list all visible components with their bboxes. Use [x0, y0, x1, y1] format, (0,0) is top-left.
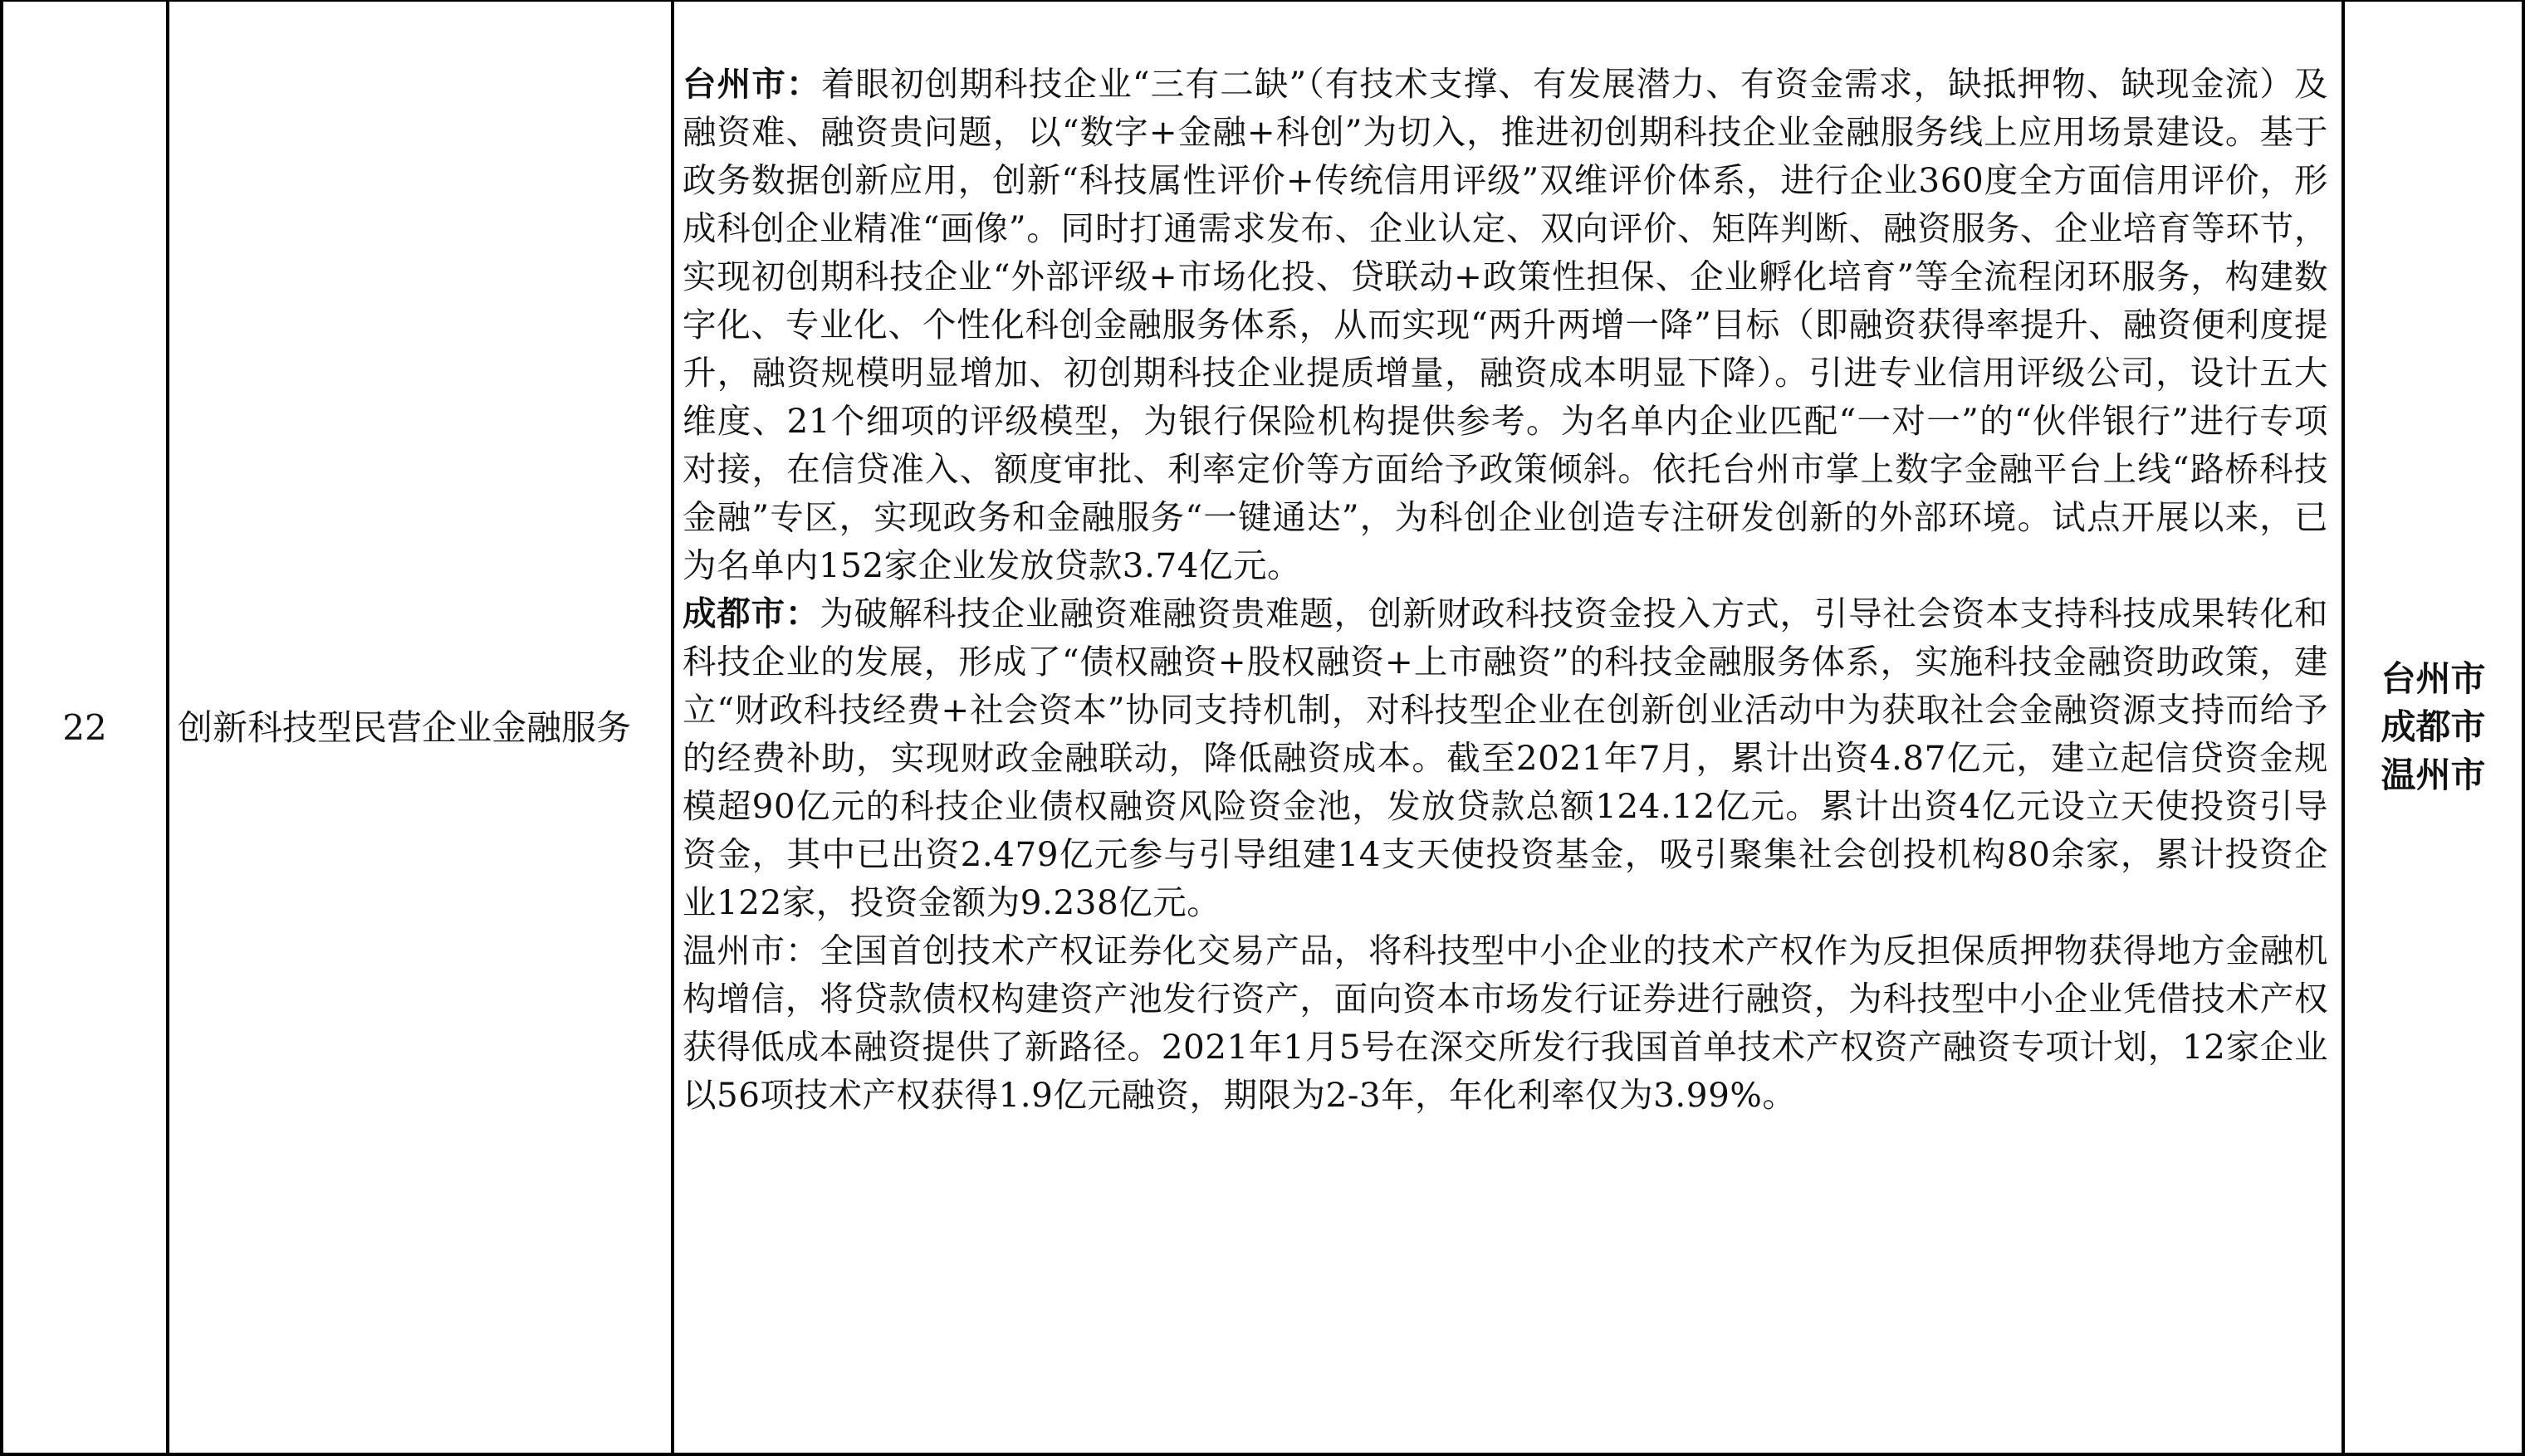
pilot-city: 温州市: [2381, 755, 2486, 795]
pilot-cities-cell: [2345, 2, 2522, 1453]
entry-city-label: 成都市：: [683, 594, 820, 633]
item-name-cell: [169, 2, 671, 1453]
pilot-city: 成都市: [2381, 706, 2486, 747]
entry-city-label: 台州市：: [683, 64, 821, 104]
description-cell: [674, 2, 2341, 1453]
entry-wenzhou: [683, 926, 2328, 1119]
entry-taizhou: [683, 60, 2328, 589]
entry-city-label: 温州市：: [683, 931, 820, 970]
row-number-cell: [3, 2, 166, 1453]
entry-text: 全国首创技术产权证券化交易产品，将科技型中小企业的技术产权作为反担保质押物获得地方金融机构增信，将贷款债权构建资产池发行资产，面向资本市场发行证券进行融资，为科技型中小企业凭借技术产权获得低成本融资提供了新路径。2021年1月5号在深交所发行我国首单技术产权资产融资专项计划，12家企业以56项技术产权获得1.9亿元融资，期限为2-3年，年化利率仅为3.99%。: [683, 931, 2329, 1115]
entry-chengdu: [683, 589, 2328, 926]
entry-text: 着眼初创期科技企业“三有二缺”（有技术支撑、有发展潜力、有资金需求，缺抵押物、缺现金流）及融资难、融资贵问题，以“数字+金融+科创”为切入，推进初创期科技企业金融服务线上应用场景建设。基于政务数据创新应用，创新“科技属性评价+传统信用评级”双维评价体系，进行企业360度全方面信用评价，形成科创企业精准“画像”。同时打通需求发布、企业认定、双向评价、矩阵判断、融资服务、企业培育等环节，实现初创期科技企业“外部评级+市场化投、贷联动+政策性担保、企业孵化培育”等全流程闭环服务，构建数字化、专业化、个性化科创金融服务体系，从而实现“两升两增一降”目标（即融资获得率提升、融资便利度提升，融资规模明显增加、初创期科技企业提质增量，融资成本明显下降）。引进专业信用评级公司，设计五大维度、21个细项的评级模型，为银行保险机构提供参考。为名单内企业匹配“一对一”的“伙伴银行”进行专项对接，在信贷准入、额度审批、利率定价等方面给予政策倾斜。依托台州市掌上数字金融平台上线“路桥科技金融”专区，实现政务和金融服务“一键通达”，为科创企业创造专注研发创新的外部环境。试点开展以来，已为名单内152家企业发放贷款3.74亿元。: [683, 64, 2328, 585]
row-number: 22: [62, 706, 107, 748]
entry-text: 为破解科技企业融资难融资贵难题，创新财政科技资金投入方式，引导社会资本支持科技成果转化和科技企业的发展，形成了“债权融资+股权融资+上市融资”的科技金融服务体系，实施科技金融资助政策，建立“财政科技经费+社会资本”协同支持机制，对科技型企业在创新创业活动中为获取社会金融资源支持而给予的经费补助，实现财政金融联动，降低融资成本。截至2021年7月，累计出资4.87亿元，建立起信贷资金规模超90亿元的科技企业债权融资风险资金池，发放贷款总额124.12亿元。累计出资4亿元设立天使投资引导资金，其中已出资2.479亿元参与引导组建14支天使投资基金，吸引聚集社会创投机构80余家，累计投资企业122家，投资金额为9.238亿元。: [683, 594, 2329, 922]
pilot-city: 台州市: [2381, 658, 2486, 699]
item-name: 创新科技型民营企业金融服务: [178, 707, 632, 748]
